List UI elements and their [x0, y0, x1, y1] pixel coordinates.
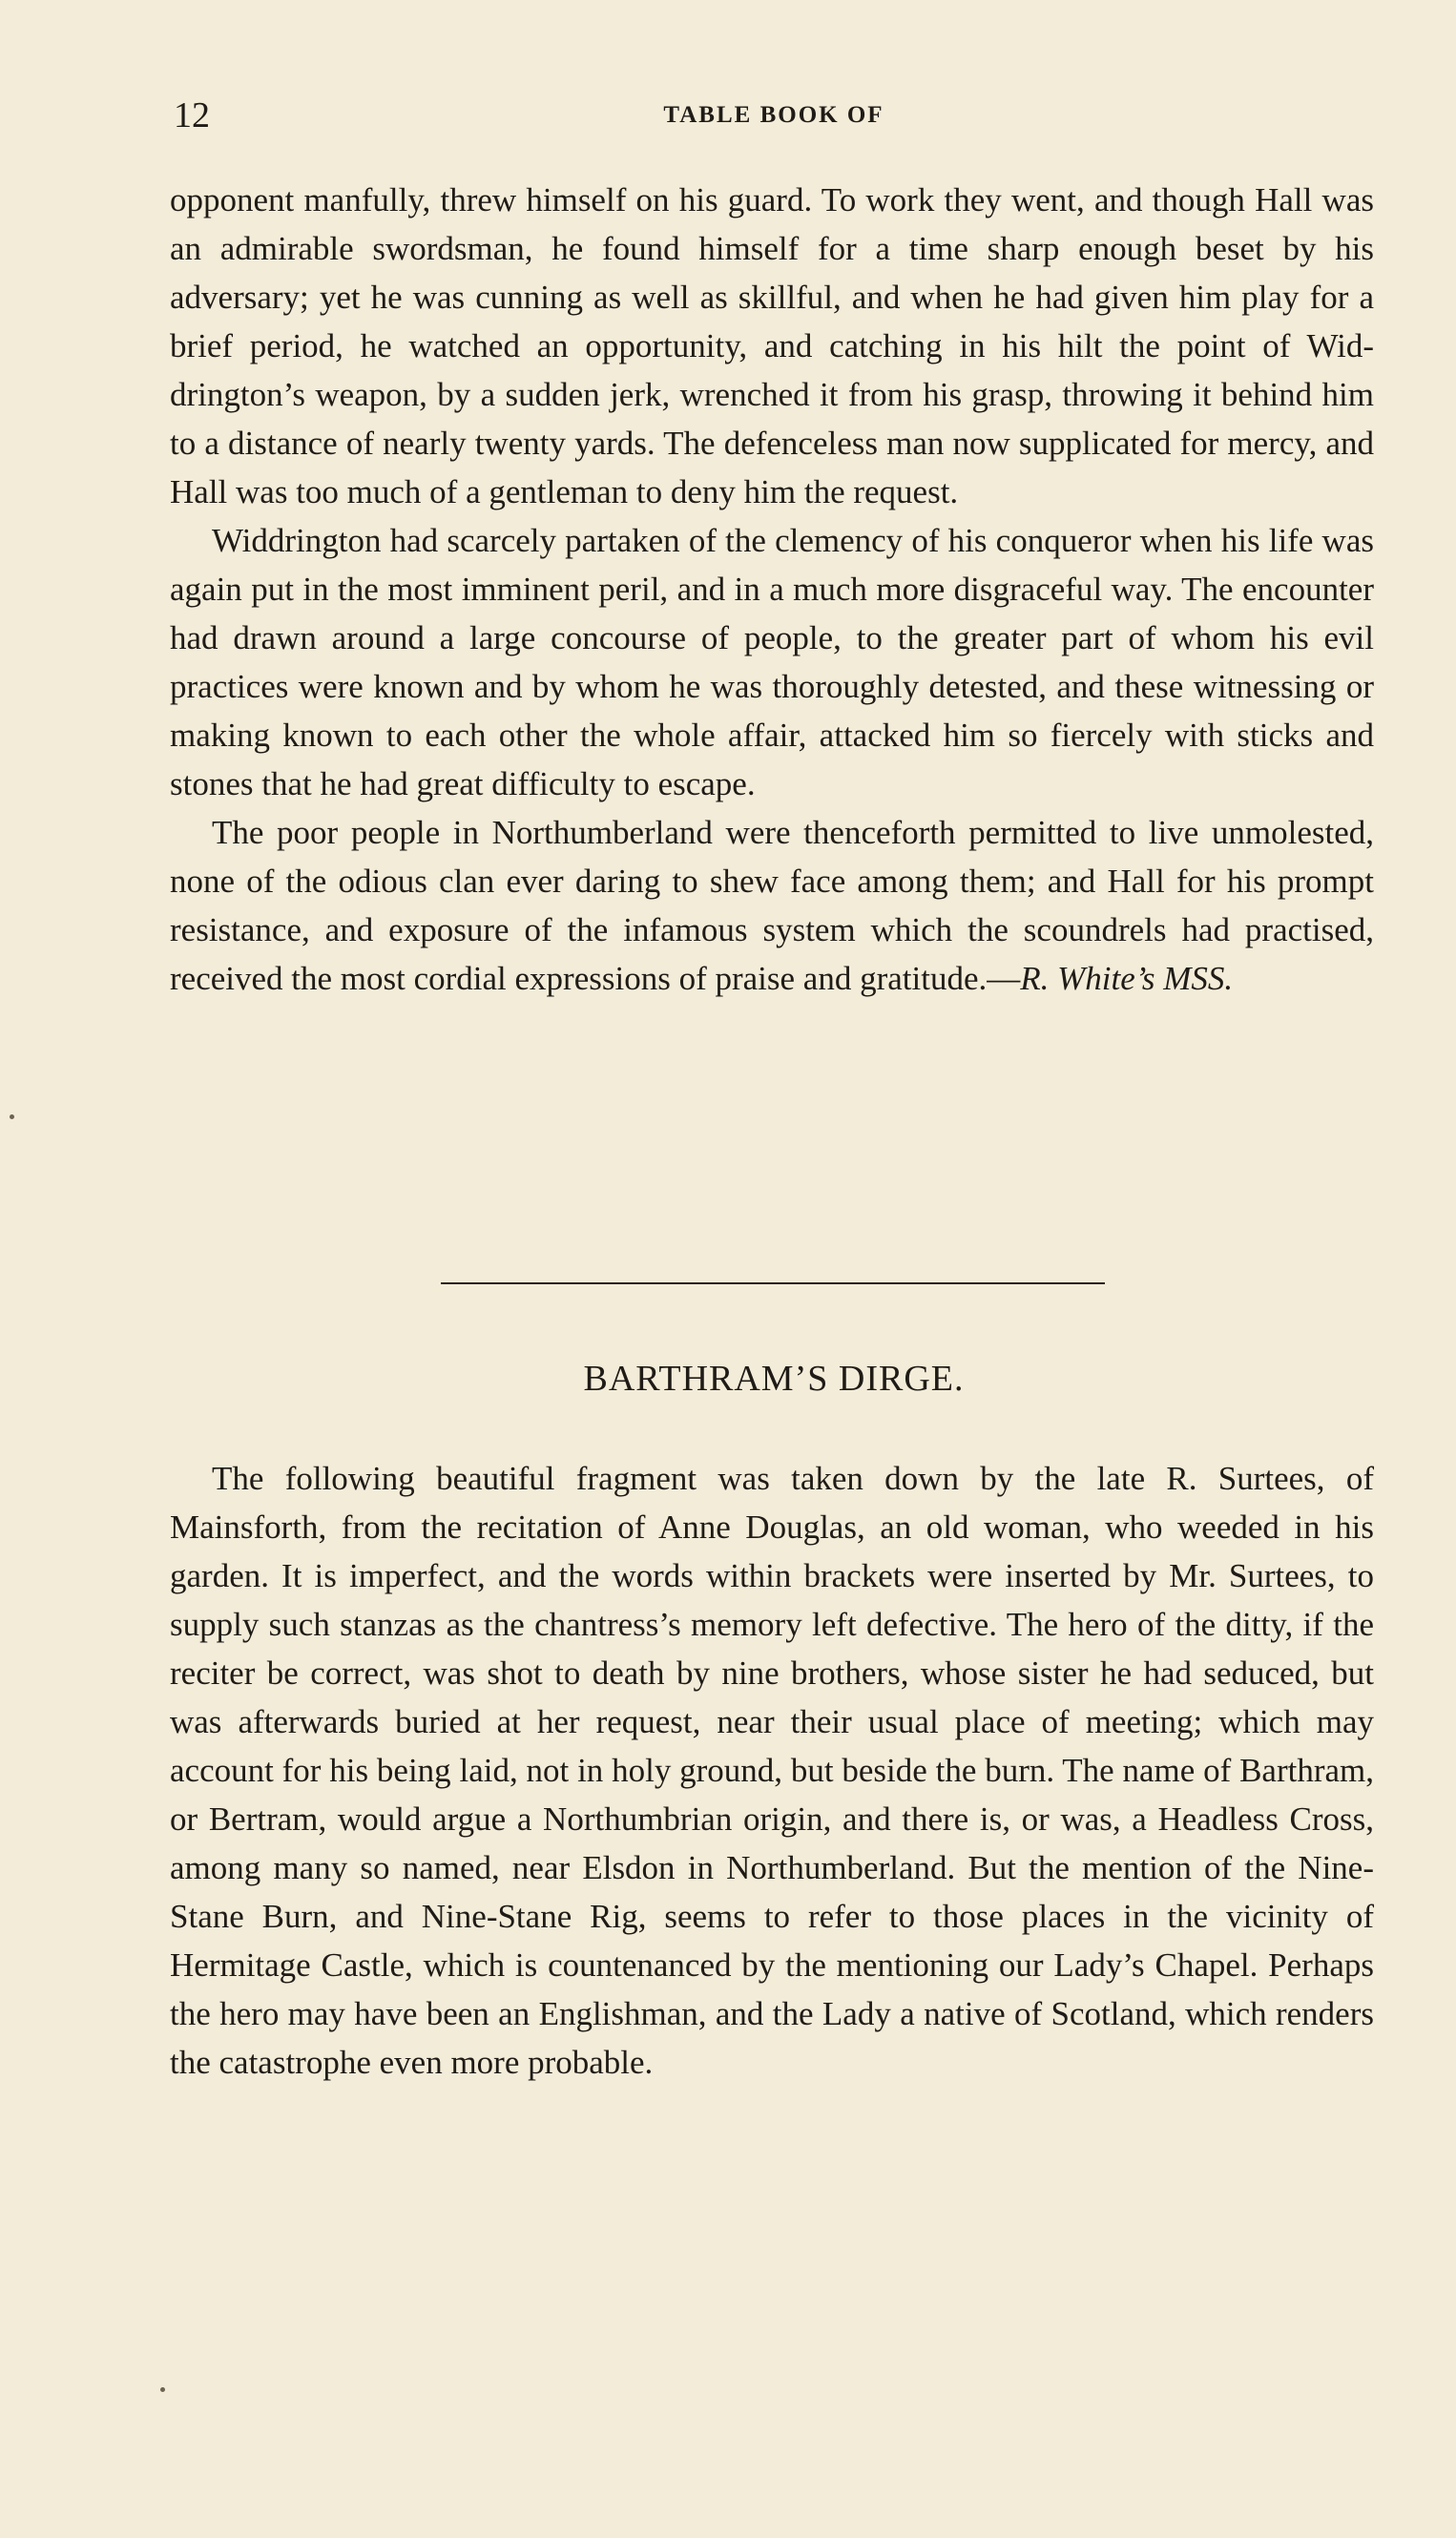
paragraph: opponent manfully, threw himself on his guard. To work they went, and though Hall was an admirable swordsman, he found himself for a time sharp enough beset by his adversary; yet he was cunning as well as skillful, and when he had given him play for a brief period, he watched an opportunity, and catching in his hilt the point of Widdrington’s weapon, by a sudden jerk, wrenched it from his grasp, throwing it behind him to a distance of nearly twenty yards. The defenceless man now supplicated for mercy, and Hall was too much of a gentleman to deny him the request.	[170, 181, 1374, 510]
paper-speck	[160, 2387, 165, 2392]
paragraph: The following beautiful fragment was taken down by the late R. Surtees, of Mainsforth, from the recitation of Anne Douglas, an old woman, who weeded in his garden. It is imperfect, and the words within brackets were inserted by Mr. Surtees, to supply such stanzas as the chantress’s memory left defective. The hero of the ditty, if the reciter be correct, was shot to death by nine brothers, whose sister he had seduced, but was afterwards buried at her request, near their usual place of meeting; which may account for his being laid, not in holy ground, but beside the burn. The name of Barthram, or Bertram, would argue a Northumbrian origin, and there is, or was, a Headless Cross, among many so named, near Elsdon in Northumberland. But the mention of the Nine-Stane Burn, and Nine-Stane Rig, seems to refer to those places in the vicinity of Hermitage Castle, which is countenanced by the mentioning our Lady’s Chapel. Perhaps the hero may have been an Englishman, and the Lady a native of Scotland, which renders the catastrophe even more probable.	[170, 1460, 1374, 2081]
running-head-title: TABLE BOOK OF	[663, 102, 884, 128]
section-divider	[441, 1282, 1105, 1284]
paragraph-text: The poor people in Northumberland were thenceforth permitted to live unmolested, none of the odious clan ever daring to shew face among them; and Hall for his prompt resistance, and exposure of the infamous system which the scoundrels had practised, received the most cordial expressions of praise and gratitude.—	[170, 814, 1374, 997]
running-head	[174, 92, 1374, 139]
section-title: BARTHRAM’S DIRGE.	[583, 1359, 965, 1399]
page-number: 12	[174, 95, 210, 135]
paragraph-with-source	[170, 808, 1374, 1003]
section-intro	[170, 1454, 1374, 2087]
paper-speck	[10, 1114, 14, 1119]
source-citation: R. White’s MSS.	[1020, 960, 1234, 997]
paragraph: Widdrington had scarcely partaken of the clemency of his conqueror when his life was again put in the most imminent peril, and in a much more disgraceful way. The encounter had drawn around a large concourse of people, to the greater part of whom his evil practices were known and by whom he was thoroughly detested, and these witnessing or making known to each other the whole affair, attacked him so fiercely with sticks and stones that he had great difficulty to escape.	[170, 522, 1374, 802]
continued-passage	[170, 176, 1374, 1003]
